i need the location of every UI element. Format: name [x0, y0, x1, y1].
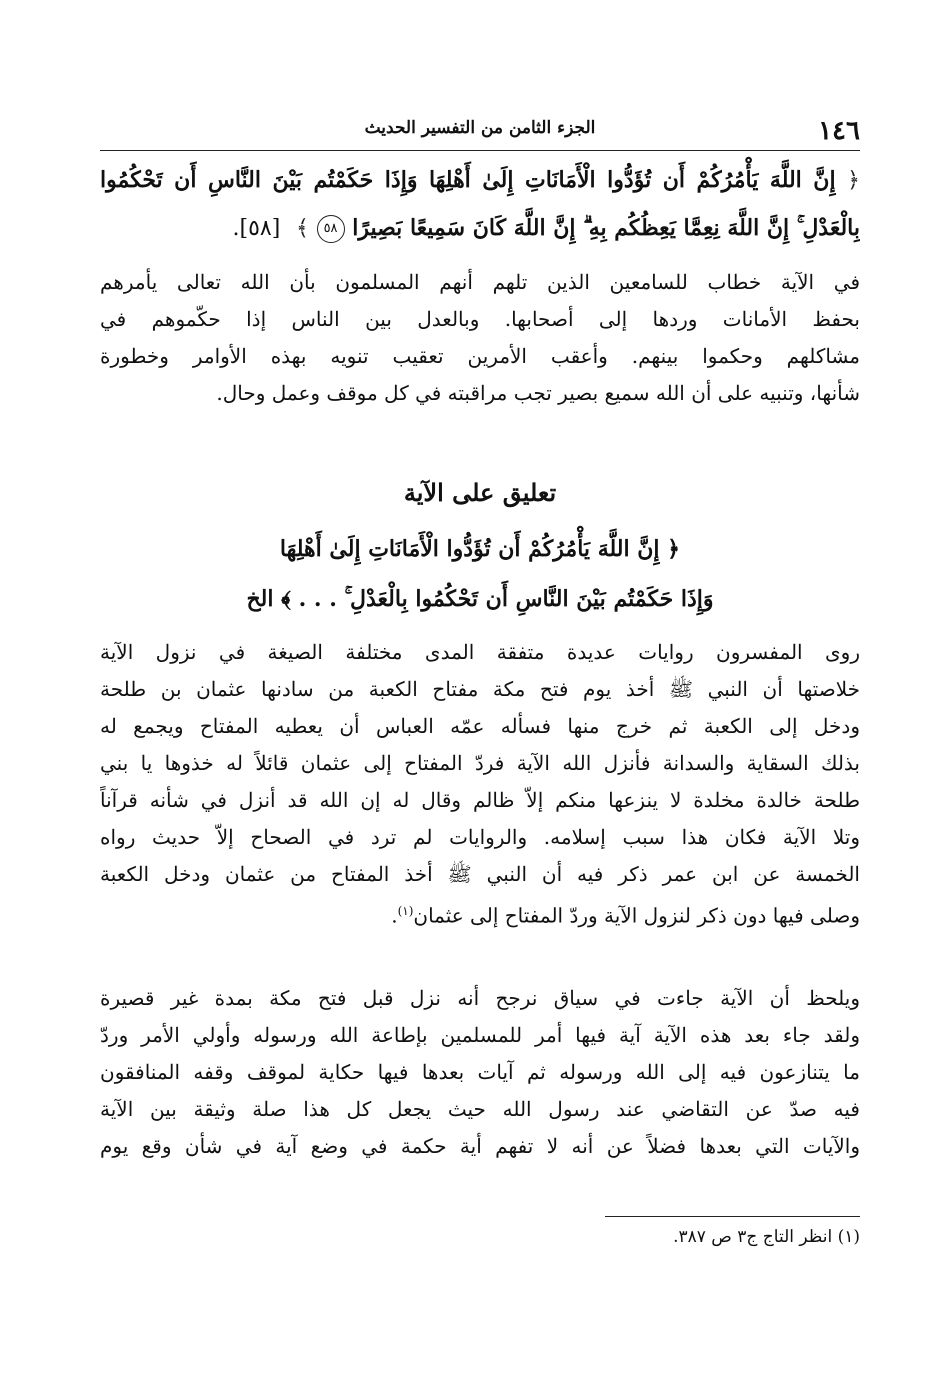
verse-block	[100, 156, 860, 252]
paragraph-line: وتلا الآية فكان هذا سبب إسلامه. والروايات لم ترد في الصحاح إلاّ حديث رواه	[100, 825, 860, 849]
running-title: الجزء الثامن من التفسير الحديث	[364, 118, 596, 138]
paragraph-line: بذلك السقاية والسدانة فأنزل الله الآية فردّ المفتاح إلى عثمان قائلاً له خذوها يا بني	[100, 751, 860, 775]
paragraph-line: ما يتنازعون فيه إلى الله ورسوله ثم آيات بعدها فيها حكاية لموقف وقفه المنافقون	[100, 1060, 860, 1084]
section-verse-line-2: وَإِذَا حَكَمْتُم بَيْنَ النَّاسِ أَن تَحْكُمُوا بِالْعَدْلِ ۚ . . . ﴾ الخ	[246, 586, 714, 612]
paragraph-line: فيه صدّ عن التقاضي عند رسول الله حيث يجعل كل هذا صلة وثيقة بين الآية	[100, 1097, 860, 1121]
verse-close-bracket: ﴾	[295, 216, 309, 241]
sentence-end: .	[391, 903, 398, 928]
paragraph-line: ودخل إلى الكعبة ثم خرج منها فسأله عمّه العباس أن يعطيه المفتاح ويجمع له	[100, 714, 860, 738]
paragraph-line: خلاصتها أن النبي ﷺ أخذ يوم فتح مكة مفتاح الكعبة من سادنها عثمان بن طلحة	[100, 677, 860, 701]
verse-line	[100, 156, 860, 204]
section-verse-line-1: ﴿ إِنَّ اللَّهَ يَأْمُرُكُمْ أَن تُؤَدُّوا الْأَمَانَاتِ إِلَىٰ أَهْلِهَا	[279, 536, 681, 562]
intro-paragraph	[100, 264, 860, 412]
paragraph-2	[100, 980, 860, 1165]
paragraph-line: بحفظ الأمانات وردها إلى أصحابها. وبالعدل بين الناس إذا حكّموهم في	[100, 307, 860, 331]
paragraph-last-line-text: وصلى فيها دون ذكر لنزول الآية وردّ المفتاح إلى عثمان	[413, 903, 860, 928]
paragraph-line: مشاكلهم وحكموا بينهم. وأعقب الأمرين تعقيب تنويه بهذه الأوامر وخطورة	[100, 344, 860, 368]
header-divider	[100, 150, 860, 151]
verse-open-bracket: ﴿	[847, 168, 860, 193]
paragraph-line: الخمسة عن ابن عمر ذكر فيه أن النبي ﷺ أخذ المفتاح من عثمان ودخل الكعبة	[100, 862, 860, 886]
verse-text-line-1: إِنَّ اللَّهَ يَأْمُرُكُمْ أَن تُؤَدُّوا الْأَمَانَاتِ إِلَىٰ أَهْلِهَا وَإِذَا حَكَمْتُم بَيْنَ النَّاسِ أَن تَحْكُمُوا	[100, 167, 836, 193]
paragraph-line: روى المفسرون روايات عديدة متفقة المدى مختلفة الصيغة في نزول الآية	[100, 640, 860, 664]
paragraph-line: والآيات التي بعدها فضلاً عن أنه لا تفهم أية حكمة في وضع آية في شأن وقع يوم	[100, 1134, 860, 1158]
paragraph-line: شأنها، وتنبيه على أن الله سميع بصير تجب مراقبته في كل موقف وعمل وحال.	[216, 381, 860, 405]
footnote-marker[interactable]: (١)	[397, 904, 414, 918]
page-header	[100, 106, 860, 146]
ayah-number-medallion: ٥٨	[317, 215, 345, 243]
footnote: (١) انظر التاج ج٣ ص ٣٨٧.	[673, 1227, 860, 1247]
verse-text-line-2: بِالْعَدْلِ ۚ إِنَّ اللَّهَ نِعِمَّا يَعِظُكُم بِهِ ۗ إِنَّ اللَّهَ كَانَ سَمِيعًا بَصِيرًا	[352, 215, 860, 241]
section-heading: تعليق على الآية	[403, 478, 557, 507]
verse-line	[100, 204, 860, 252]
footnote-divider	[605, 1216, 860, 1217]
paragraph-line: طلحة خالدة مخلدة لا ينزعها منكم إلاّ ظالم وقال له إن الله قد أنزل في شأنه قرآناً	[100, 788, 860, 812]
page-number: ١٤٦	[818, 116, 860, 146]
paragraph-line	[100, 893, 860, 930]
verse-reference: [٥٨].	[232, 216, 281, 241]
paragraph-line: ولقد جاء بعد هذه الآية آية فيها أمر للمسلمين بإطاعة الله ورسوله وأولي الأمر وردّ	[100, 1023, 860, 1047]
paragraph-1	[100, 634, 860, 930]
paragraph-line: في الآية خطاب للسامعين الذين تلهم أنهم المسلمون بأن الله تعالى يأمرهم	[100, 270, 860, 294]
paragraph-line: ويلحظ أن الآية جاءت في سياق نرجح أنه نزل قبل فتح مكة بمدة غير قصيرة	[100, 986, 860, 1010]
section-verse	[100, 524, 860, 624]
